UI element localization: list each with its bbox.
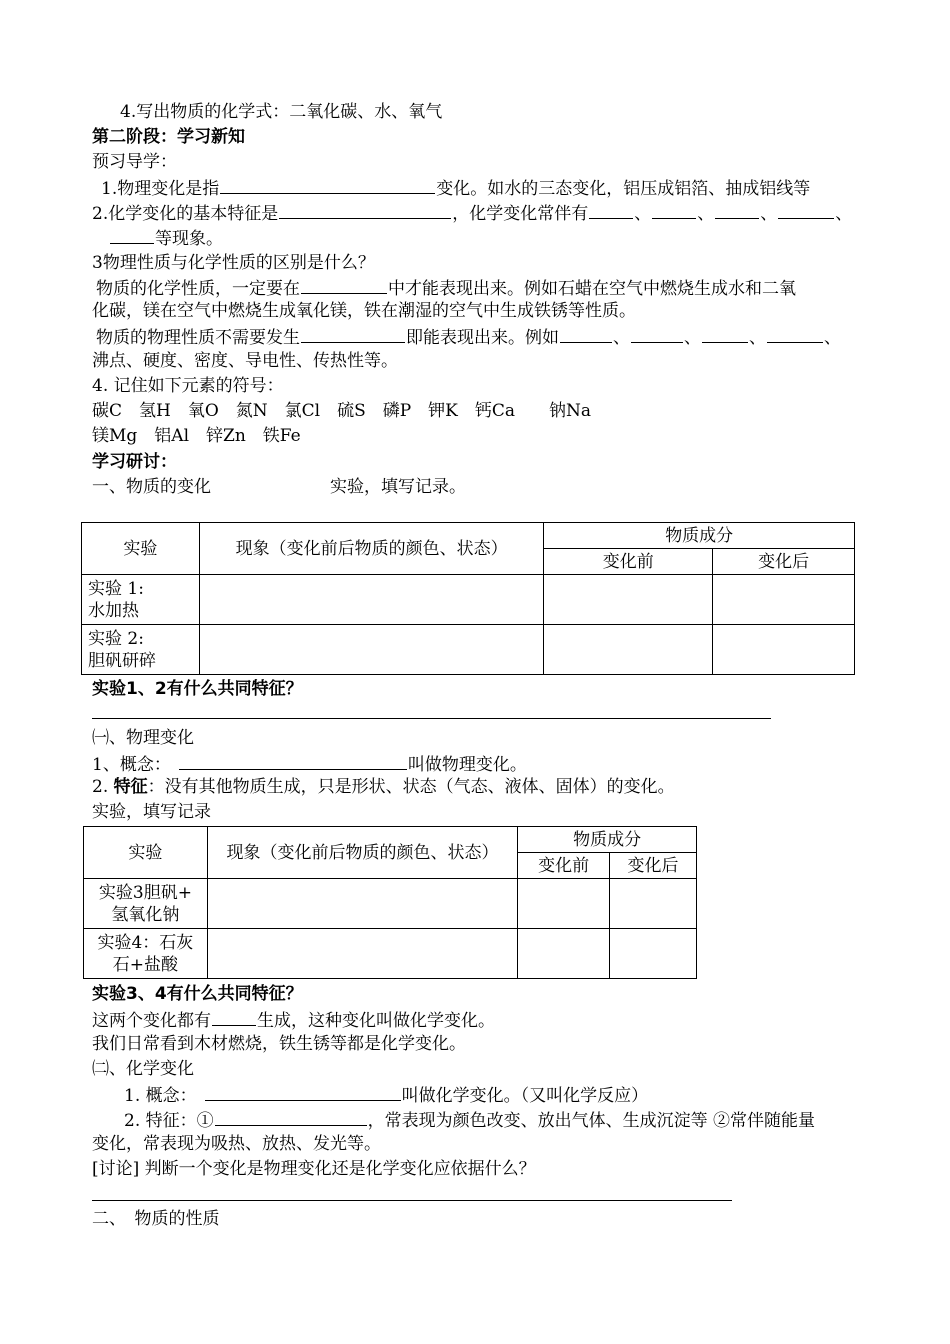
input-cell[interactable] — [207, 929, 517, 979]
stage2-heading: 第二阶段：学习新知 — [92, 127, 245, 147]
phys-property-text: 物质的物理性质不需要发生 即能表现出来。例如 、 、 、 、 — [96, 325, 841, 349]
experiment-table-1 — [81, 522, 855, 675]
experiment-cell: 实验3胆矾+ 氢氧化钠 — [84, 879, 208, 929]
input-cell[interactable] — [518, 929, 610, 979]
question-4: 4.写出物质的化学式：二氧化碳、水、氧气 — [120, 102, 443, 122]
header-after: 变化后 — [713, 549, 855, 575]
study-heading: 学习研讨： — [92, 452, 177, 472]
physical-concept: 1、概念： 叫做物理变化。 — [92, 752, 527, 776]
blank-field[interactable] — [589, 201, 633, 219]
blank-field[interactable] — [560, 325, 612, 343]
header-composition: 物质成分 — [518, 827, 697, 853]
input-cell[interactable] — [610, 929, 697, 979]
blank-field[interactable] — [767, 325, 823, 343]
header-after: 变化后 — [610, 853, 697, 879]
element-symbols-2: 镁Mg 铝Al 锌Zn 铁Fe — [92, 426, 301, 446]
both-changes-text: 这两个变化都有 生成，这种变化叫做化学变化。 — [92, 1008, 495, 1032]
header-experiment: 实验 — [84, 827, 208, 879]
record-instruction: 实验，填写记录 — [92, 802, 211, 822]
table-row — [82, 625, 855, 675]
element-symbols-1: 碳C 氢H 氧O 氮N 氯Cl 硫S 磷P 钾K 钙Ca 钠Na — [92, 401, 592, 421]
blank-field[interactable] — [631, 325, 683, 343]
physical-feature: 2. 特征：没有其他物质生成，只是形状、状态（气态、液体、固体）的变化。 — [92, 777, 675, 797]
experiment-cell: 实验4：石灰 石+盐酸 — [84, 929, 208, 979]
question-exp-3-4: 实验3、4有什么共同特征？ — [92, 984, 303, 1004]
blank-field[interactable] — [652, 201, 696, 219]
blank-field[interactable] — [715, 201, 759, 219]
preview-item-2: 2.化学变化的基本特征是 ，化学变化常伴有 、 、 、 、 — [92, 201, 852, 225]
preview-item-3: 3物理性质与化学性质的区别是什么？ — [92, 253, 375, 273]
question-exp-1-2: 实验1、2有什么共同特征？ — [92, 679, 303, 699]
blank-field[interactable] — [110, 226, 154, 244]
header-experiment: 实验 — [82, 523, 200, 575]
input-cell[interactable] — [207, 879, 517, 929]
input-cell[interactable] — [713, 575, 855, 625]
blank-field[interactable] — [179, 752, 407, 770]
input-cell[interactable] — [544, 575, 713, 625]
blank-field[interactable] — [220, 176, 435, 194]
preview-item-1: 1.物理变化是指 变化。如水的三态变化，铝压成铝箔、抽成铝线等 — [101, 176, 810, 200]
chemical-concept: 1. 概念： 叫做化学变化。（又叫化学反应） — [124, 1083, 648, 1107]
input-cell[interactable] — [518, 879, 610, 929]
answer-line[interactable] — [92, 1200, 732, 1201]
daily-examples: 我们日常看到木材燃烧，铁生锈等都是化学变化。 — [92, 1034, 466, 1054]
input-cell[interactable] — [199, 625, 544, 675]
blank-field[interactable] — [301, 325, 405, 343]
blank-field[interactable] — [215, 1108, 367, 1126]
section-2-heading: 二、 物质的性质 — [92, 1209, 220, 1229]
preview-item-2-cont: 等现象。 — [109, 226, 223, 250]
blank-field[interactable] — [778, 201, 834, 219]
answer-line[interactable] — [92, 718, 771, 719]
blank-field[interactable] — [205, 1083, 401, 1101]
table-row — [82, 575, 855, 625]
header-before: 变化前 — [544, 549, 713, 575]
chemical-feature-cont: 变化，常表现为吸热、放热、发光等。 — [92, 1134, 381, 1154]
phys-property-text-cont: 沸点、硬度、密度、导电性、传热性等。 — [92, 351, 398, 371]
discussion-question: [讨论] 判断一个变化是物理变化还是化学变化应依据什么？ — [92, 1159, 536, 1179]
experiment-cell: 实验 1: 水加热 — [82, 575, 200, 625]
preview-item-4: 4. 记住如下元素的符号： — [92, 376, 284, 396]
input-cell[interactable] — [610, 879, 697, 929]
input-cell[interactable] — [199, 575, 544, 625]
table-row — [84, 929, 697, 979]
chem-property-text: 物质的化学性质，一定要在 中才能表现出来。例如石蜡在空气中燃烧生成水和二氧 — [96, 276, 796, 300]
header-phenomenon: 现象（变化前后物质的颜色、状态） — [207, 827, 517, 879]
chemical-change-heading: ㈡、化学变化 — [92, 1059, 194, 1079]
blank-field[interactable] — [702, 325, 748, 343]
input-cell[interactable] — [544, 625, 713, 675]
experiment-cell: 实验 2: 胆矾研碎 — [82, 625, 200, 675]
blank-field[interactable] — [279, 201, 451, 219]
header-before: 变化前 — [518, 853, 610, 879]
blank-field[interactable] — [212, 1008, 256, 1026]
physical-change-heading: ㈠、物理变化 — [92, 728, 194, 748]
input-cell[interactable] — [713, 625, 855, 675]
chem-property-text-cont: 化碳，镁在空气中燃烧生成氧化镁，铁在潮湿的空气中生成铁锈等性质。 — [92, 301, 636, 321]
header-composition: 物质成分 — [544, 523, 855, 549]
header-phenomenon: 现象（变化前后物质的颜色、状态） — [199, 523, 544, 575]
table-row — [84, 879, 697, 929]
blank-field[interactable] — [301, 276, 387, 294]
experiment-table-2 — [83, 826, 697, 979]
preview-heading: 预习导学： — [92, 152, 177, 172]
chemical-feature: 2. 特征：① ，常表现为颜色改变、放出气体、生成沉淀等 ②常伴随能量 — [124, 1108, 815, 1132]
section-1-heading: 一、物质的变化 实验，填写记录。 — [92, 477, 466, 497]
